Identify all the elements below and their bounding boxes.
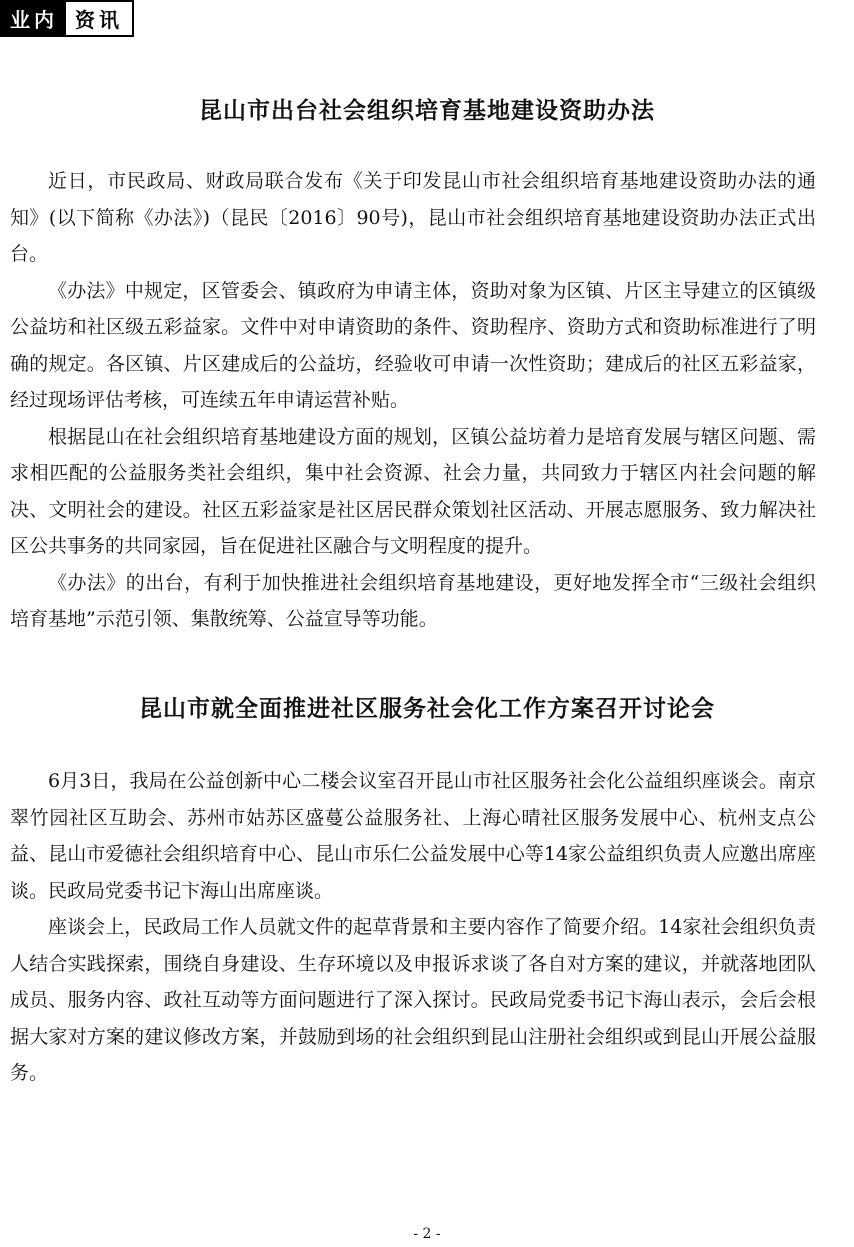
article-title-discussion: 昆山市就全面推进社区服务社会化工作方案召开讨论会 xyxy=(139,696,715,722)
page-number: - 2 - xyxy=(413,1226,441,1242)
article-body-subsidy xyxy=(10,163,816,638)
section-badge xyxy=(0,0,134,37)
article-title-subsidy: 昆山市出台社会组织培育基地建设资助办法 xyxy=(199,98,655,124)
section-badge-light: 资讯 xyxy=(66,2,132,35)
section-badge-dark: 业内 xyxy=(2,2,66,35)
paragraph: 座谈会上，民政局工作人员就文件的起草背景和主要内容作了简要介绍。14家社会组织负责人结合实践探索，围绕自身建设、生存环境以及申报诉求谈了各自对方案的建议，并就落地团队成员、服务内容、政社互动等方面问题进行了深入探讨。民政局党委书记卞海山表示，会后会根据大家对方案的建议修改方案，并鼓励到场的社会组织到昆山注册社会组织或到昆山开展公益服务。 xyxy=(10,916,816,1084)
paragraph: 根据昆山在社会组织培育基地建设方面的规划，区镇公益坊着力是培育发展与辖区问题、需求相匹配的公益服务类社会组织，集中社会资源、社会力量，共同致力于辖区内社会问题的解决、文明社会的建设。社区五彩益家是社区居民群众策划社区活动、开展志愿服务、致力解决社区公共事务的共同家园，旨在促进社区融合与文明程度的提升。 xyxy=(10,425,816,557)
paragraph: 《办法》中规定，区管委会、镇政府为申请主体，资助对象为区镇、片区主导建立的区镇级公益坊和社区级五彩益家。文件中对申请资助的条件、资助程序、资助方式和资助标准进行了明确的规定。各区镇、片区建成后的公益坊，经验收可申请一次性资助；建成后的社区五彩益家，经过现场评估考核，可连续五年申请运营补贴。 xyxy=(10,279,816,411)
paragraph: 《办法》的出台，有利于加快推进社会组织培育基地建设，更好地发挥全市“三级社会组织培育基地”示范引领、集散统筹、公益宣导等功能。 xyxy=(10,571,816,630)
article-body-discussion xyxy=(10,763,816,1092)
paragraph: 6月3日，我局在公益创新中心二楼会议室召开昆山市社区服务社会化公益组织座谈会。南京翠竹园社区互助会、苏州市姑苏区盛蔓公益服务社、上海心晴社区服务发展中心、杭州支点公益、昆山市爱德社会组织培育中心、昆山市乐仁公益发展中心等14家公益组织负责人应邀出席座谈。民政局党委书记卞海山出席座谈。 xyxy=(10,770,816,902)
paragraph: 近日，市民政局、财政局联合发布《关于印发昆山市社会组织培育基地建设资助办法的通知》(以下简称《办法》)（昆民〔2016〕90号)，昆山市社会组织培育基地建设资助办法正式出台。 xyxy=(10,170,816,265)
